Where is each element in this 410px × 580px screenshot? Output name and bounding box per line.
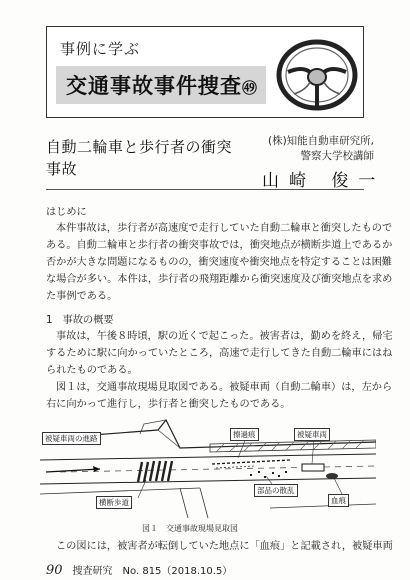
page-number: 90 <box>46 563 63 578</box>
author-name: 山崎 俊一 <box>262 171 386 191</box>
page-footer <box>46 562 232 578</box>
intro-line-4: な場合が多い。本件は，歩行者の飛翔距離から衝突速度及び衝突地点を求め <box>46 274 393 285</box>
intro-line-3: 否かが大きな問題になるものの，衝突速度や衝突地点を特定することは困難 <box>46 257 392 268</box>
intro-line-1: 本件事故は，歩行者が高速度で走行していた自動二輪車と衝突したもので <box>56 223 393 234</box>
label-crosswalk: 横断歩道 <box>96 496 132 509</box>
label-blood: 血痕 <box>328 494 349 507</box>
affiliation-line-1: (株)知能自動車研究所, <box>267 135 374 147</box>
section-1-line-2: するために駅に向かっていたところ，高速で走行してきた自動二輪車にはね <box>46 348 393 359</box>
magazine-issue: 捜査研究 No. 815（2018.10.5） <box>72 566 233 577</box>
series-title-text: 交通事故事件捜査 <box>66 74 242 98</box>
label-scuff-mark: 擦過痕 <box>230 428 259 441</box>
series-title <box>56 66 266 104</box>
label-suspect-path: 被疑車両の進路 <box>42 432 101 445</box>
author-affiliation <box>244 134 374 164</box>
section-1-line-4: 図１は，交通事故現場見取図である。被疑車両（自動二輪車）は，左から <box>56 382 393 393</box>
steering-wheel-icon <box>274 36 360 114</box>
label-suspect-vehicle: 被疑車両 <box>294 428 330 441</box>
intro-line-5: た事例である。 <box>46 291 118 302</box>
intro-heading: はじめに <box>46 207 87 218</box>
figure-caption: 図１ 交通事故現場見取図 <box>142 524 238 533</box>
label-debris: 部品の散乱 <box>254 484 298 497</box>
section-1-heading: 1 事故の概要 <box>46 315 114 326</box>
article-title: 自動二輪車と歩行者の衝突事故 <box>46 138 233 178</box>
section-1-line-5: 右に向かって進行し，歩行者と衝突したものである。 <box>46 399 291 410</box>
section-1-line-3: られたものである。 <box>46 365 138 376</box>
series-subtitle: 事例に学ぶ <box>60 40 141 58</box>
title-divider <box>46 189 364 190</box>
accident-scene-figure <box>40 414 376 520</box>
series-number: ㊾ <box>242 79 259 97</box>
after-figure-line: この図には，被害者が転倒していた地点に「血痕」と記載され，被疑車両 <box>56 541 393 552</box>
affiliation-line-2: 警察大学校講師 <box>300 150 374 162</box>
intro-line-2: ある。自動二輪車と歩行者の衝突事故では，衝突地点が横断歩道上であるか <box>46 240 393 251</box>
section-1-line-1: 事故は，午後８時頃，駅の近くで起こった。被害者は，勤めを終え，帰宅 <box>56 331 393 342</box>
